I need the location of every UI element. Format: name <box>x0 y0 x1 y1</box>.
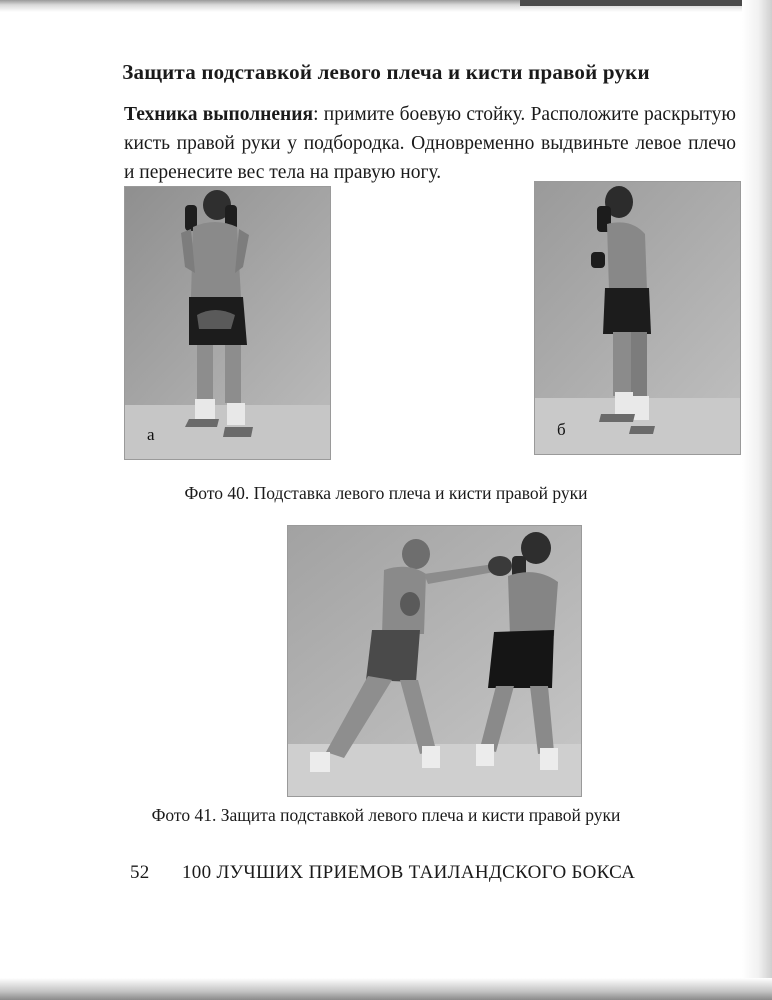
photo-41-caption: Фото 41. Защита подставкой левого плеча и кисти правой руки <box>151 805 621 825</box>
photo-40b <box>534 181 741 455</box>
scan-edge-bottom <box>0 978 772 1000</box>
photo-41 <box>287 525 582 797</box>
photo-41-image <box>288 526 581 796</box>
photo-40b-image <box>535 182 740 454</box>
scan-edge-top <box>0 0 772 12</box>
photo-40-caption: Фото 40. Подставка левого плеча и кисти правой руки <box>184 483 588 503</box>
page-number: 52 <box>130 862 150 883</box>
photo-40a-image <box>125 187 330 459</box>
photo-label-a: а <box>147 425 155 444</box>
photo-40a <box>124 186 331 460</box>
section-heading: Защита подставкой левого плеча и кисти правой руки <box>122 60 650 84</box>
technique-paragraph <box>124 100 736 187</box>
paragraph-lead: Техника выполнения <box>124 104 314 125</box>
book-title: 100 ЛУЧШИХ ПРИЕМОВ ТАИЛАНДСКОГО БОКСА <box>182 862 636 883</box>
page-footer <box>130 862 690 884</box>
photo-label-b: б <box>557 420 566 439</box>
paragraph-text: : примите боевую стойку. Расположите раскрытую кисть правой руки у подбородка. Одновременно выдвиньте левое плечо и перенесите вес тела на правую ногу. <box>124 104 736 183</box>
